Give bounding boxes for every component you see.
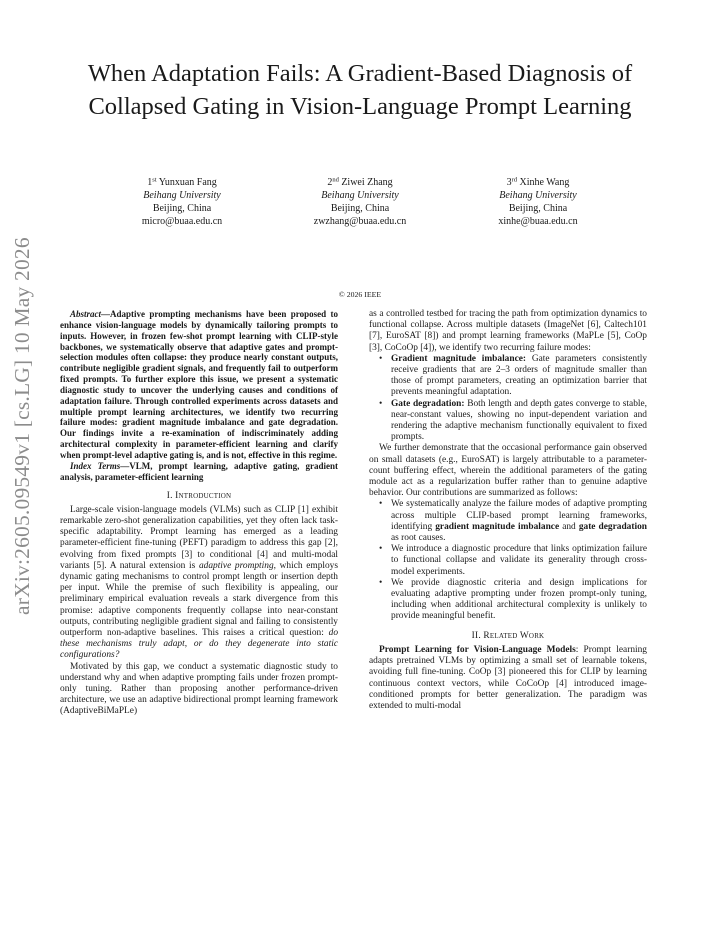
paper-title: When Adaptation Fails: A Gradient-Based Diagnosis of Collapsed Gating in Vision-Language Prompt Learning — [87, 60, 633, 120]
list-item: • Gate degradation: Both length and depth gates converge to stable, near-constant values, showing no input-dependent variation and rendering the adaptive mechanism functionally equivalent to fixed prompts. — [379, 398, 647, 443]
left-column — [60, 309, 338, 718]
abstract-text: —Adaptive prompting mechanisms have been proposed to enhance vision-language models by dynamically tailoring prompts to inputs. However, in frozen few-shot prompt learning with CLIP-style backbones, we systematically observe that adaptive gates and prompt-selection modules often collapse: they produce nearly constant outputs, contribute negligible gradient signals, and frequently fail to outperform fixed prompts. To further explore this issue, we present a systematic diagnostic study to uncover the underlying causes and conditions of adaptation failure. Through controlled experiments across datasets and multiple prompt learning architectures, we identify two recurring failure modes: gradient magnitude imbalance and gate degradation. Our findings invite a re-examination of indiscriminately adding architectural complexity in parameter-efficient learning and clarify when prompt-level adaptive gating is, and is not, effective in this regime. — [60, 309, 338, 460]
abstract-label: Abstract — [70, 309, 102, 319]
list-item: • We provide diagnostic criteria and design implications for evaluating adaptive prompting under frozen prompt-only tuning, including when additional architectural complexity is unlikely to provide meaningful benefit. — [379, 577, 647, 622]
author-location: Beijing, China — [330, 203, 390, 214]
list-item: • We systematically analyze the failure modes of adaptive prompting across multiple CLIP-based prompt learning frameworks, identifying gradient magnitude imbalance and gate degradation as root causes. — [379, 499, 647, 544]
abstract — [60, 309, 338, 461]
arxiv-identifier-stamp: arXiv:2605.09549v1 [cs.LG] 10 May 2026 — [10, 237, 34, 615]
contributions-list — [369, 499, 647, 622]
index-terms-text: —VLM, prompt learning, adaptive gating, gradient analysis, parameter-efficient learning — [60, 460, 338, 482]
further-paragraph: We further demonstrate that the occasional performance gain observed on small datasets (e.g., EuroSAT) is largely attributable to a parameter-count buffering effect, wherein the additional parameters of the gating module act as a regularization buffer rather than to genuine adaptive behavior. Our contributions are summarized as follows: — [369, 443, 647, 499]
copyright-notice: © 2026 IEEE — [338, 290, 382, 299]
list-item: • We introduce a diagnostic procedure that links optimization failure to functional collapse and validate its generality through cross-model experiments. — [379, 544, 647, 577]
intro-paragraph-1: Large-scale vision-language models (VLMs) such as CLIP [1] exhibit remarkable zero-shot generalization capabilities, yet they often lack task-specific adaptability. Prompt learning has emerged as a leading parameter-efficient fine-tuning (PEFT) paradigm to address this gap [2], evolving from fixed prompts [3] to conditional [4] and multi-modal variants [5]. A natural extension is adaptive prompting, which employs dynamic gating mechanisms to control prompt length or insertion depth per input. While the premise of such flexibility is appealing, our preliminary empirical evaluation reveals a stark divergence from this promise: adaptive components frequently collapse into near-constant outputs, contributing negligible gradient signal and failing to consistently outperform non-adaptive baselines. This raises a critical question: do these mechanisms truly adapt, or do they degenerate into static configurations? — [60, 504, 339, 661]
author-affiliation: Beihang University — [499, 190, 577, 201]
author-email: zwzhang@buaa.edu.cn — [313, 216, 407, 227]
failure-modes-list — [369, 354, 647, 444]
author-1 — [92, 176, 272, 228]
author-email: xinhe@buaa.edu.cn — [498, 216, 578, 227]
right-column — [369, 309, 647, 712]
author-location: Beijing, China — [152, 203, 212, 214]
section-heading-related-work: II. Related Work — [471, 630, 545, 641]
author-3 — [448, 176, 628, 228]
author-location: Beijing, China — [508, 203, 568, 214]
author-2 — [270, 176, 450, 228]
author-name: 3rd Xinhe Wang — [506, 176, 570, 188]
index-terms-label: Index Terms — [70, 460, 121, 471]
intro-continuation: as a controlled testbed for tracing the path from optimization dynamics to functional collapse. Across multiple datasets (ImageNet [6], Caltech101 [7], EuroSAT [8]) and prompt learning frameworks (MaPLe [5], CoOp [3], CoCoOp [4]), we identify two recurring failure modes: — [369, 309, 647, 353]
index-terms — [60, 461, 338, 483]
section-heading-introduction: I. Introduction — [166, 490, 232, 501]
author-email: micro@buaa.edu.cn — [141, 216, 223, 227]
related-work-paragraph: Prompt Learning for Vision-Language Models: Prompt learning adapts pretrained VLMs by optimizing a small set of learnable tokens, avoiding full fine-tuning. CoOp [3] pioneered this for CLIP by learning continuous context vectors, while CoCoOp [4] introduced image-conditioned prompts for better generalization. The paradigm was extended to multi-modal — [369, 644, 647, 711]
author-affiliation: Beihang University — [143, 190, 221, 201]
author-affiliation: Beihang University — [321, 190, 399, 201]
author-name: 1st Yunxuan Fang — [147, 176, 217, 188]
author-name: 2nd Ziwei Zhang — [327, 176, 393, 188]
list-item: • Gradient magnitude imbalance: Gate parameters consistently receive gradients that are 2–3 orders of magnitude smaller than those of prompt parameters, creating an optimization barrier that prevents meaningful adaptation. — [379, 353, 648, 398]
intro-paragraph-2: Motivated by this gap, we conduct a systematic diagnostic study to understand why and when adaptive prompting fails under frozen prompt-only tuning. Rather than proposing another performance-driven architecture, we use an adaptive bidirectional prompt learning framework (AdaptiveBiMaPLe) — [60, 661, 338, 717]
